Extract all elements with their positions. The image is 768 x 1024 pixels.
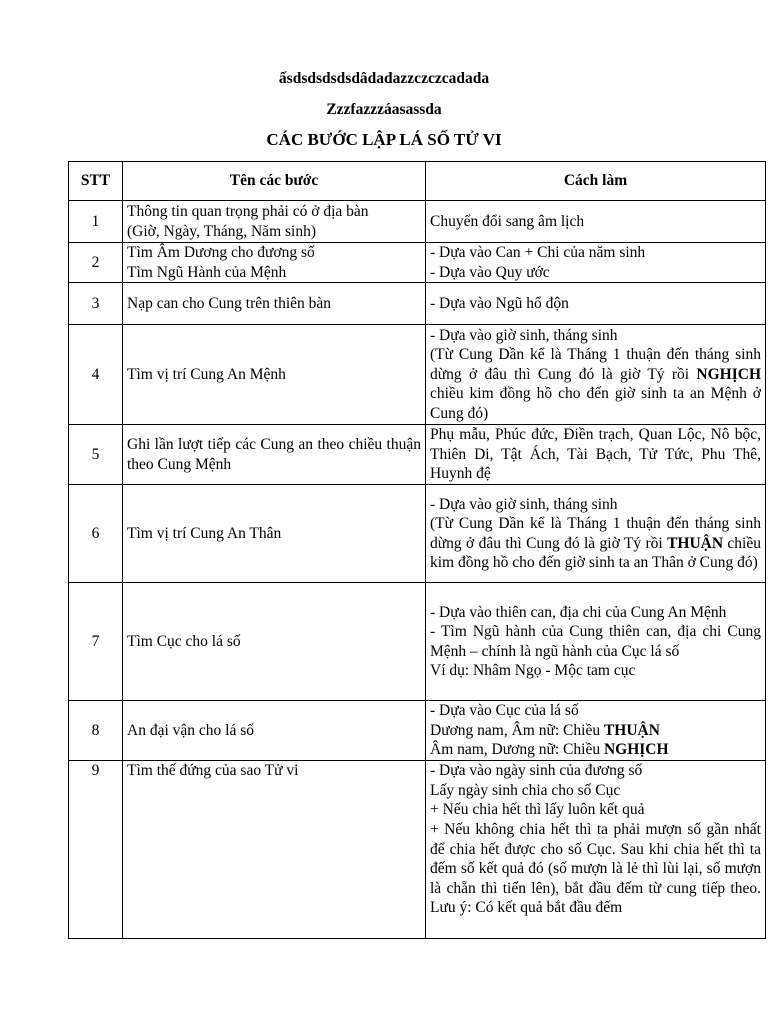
row-method [426, 701, 766, 761]
row-step: Tìm vị trí Cung An Mệnh [123, 325, 426, 425]
method-text [430, 515, 761, 571]
row-method: - Dựa vào Ngũ hổ độn [426, 283, 766, 325]
method-text-part: Dương nam, Âm nữ: Chiều [430, 721, 604, 739]
method-text-part: chiều kim đồng hồ cho đến giờ sinh ta an Thân ở Cung đó) [430, 534, 761, 572]
row-step: Tìm vị trí Cung An Thân [123, 485, 426, 583]
method-emphasis: THUẬN [603, 721, 660, 739]
header-stt: STT [69, 162, 123, 201]
row-step: Nạp can cho Cung trên thiên bàn [123, 283, 426, 325]
row-step: Tìm thế đứng của sao Tử vi [123, 761, 426, 939]
header-line-2: Zzzfazzzáasassda [326, 101, 442, 118]
row-stt: 3 [69, 283, 123, 325]
row-stt: 2 [69, 243, 123, 283]
table-row [69, 425, 766, 485]
row-stt: 8 [69, 701, 123, 761]
method-line: - Dựa vào giờ sinh, tháng sinh [430, 326, 618, 344]
header-method: Cách làm [426, 162, 766, 201]
row-stt: 4 [69, 325, 123, 425]
table-row [69, 761, 766, 939]
method-text [430, 346, 761, 422]
table-row [69, 325, 766, 425]
method-text-part: Âm nam, Dương nữ: Chiều [430, 741, 604, 759]
header-step-name: Tên các bước [123, 162, 426, 201]
method-emphasis: NGHỊCH [696, 365, 761, 383]
table-row [69, 201, 766, 243]
row-stt: 1 [69, 201, 123, 243]
method-text-part: chiều kim đồng hồ cho đến giờ sinh ta an Mệnh ở Cung đó) [430, 385, 761, 423]
method-line: - Dựa vào Cục của lá số [430, 702, 579, 720]
method-line: - Dựa vào ngày sinh của đương số [430, 762, 643, 780]
table-row [69, 283, 766, 325]
row-stt: 9 [69, 761, 123, 939]
method-line: - Dựa vào Quy ước [430, 263, 550, 281]
row-step [123, 201, 426, 243]
method-text: + Nếu không chia hết thì ta phải mượn số gần nhất để chia hết được cho số Cục. Sau khi chia hết thì ta đếm số kết quả đó (số mượn là lẻ thì lùi lại, số mượn là chẵn thì tiến lên), bắt đầu đếm từ cung tiếp theo. Lưu ý: Có kết quả bắt đầu đếm [430, 820, 761, 917]
row-step: Tìm Cục cho lá số [123, 583, 426, 701]
row-stt: 5 [69, 425, 123, 485]
method-text-part: (Từ Cung Dần kể là Tháng 1 thuận đến tháng sinh dừng ở đâu thì Cung đó là giờ Tý rồi [430, 346, 761, 383]
header-line-1: ấsdsdsdsdsdâdadazzczczcadada [278, 70, 490, 87]
method-emphasis: NGHỊCH [603, 741, 669, 759]
method-line [430, 740, 761, 760]
row-method [426, 325, 766, 425]
row-stt: 6 [69, 485, 123, 583]
method-line: - Tìm Ngũ hành của Cung thiên can, địa chi Cung Mệnh – chính là ngũ hành của Cục lá số [430, 623, 761, 660]
method-line: Ví dụ: Nhâm Ngọ - Mộc tam cục [430, 662, 636, 680]
method-line: + Nếu chia hết thì lấy luôn kết quả [430, 801, 645, 819]
document-title: CÁC BƯỚC LẬP LÁ SỐ TỬ VI [266, 130, 502, 149]
row-method [426, 761, 766, 939]
row-step: Ghi lần lượt tiếp các Cung an theo chiều thuận theo Cung Mệnh [123, 425, 426, 485]
table-row [69, 583, 766, 701]
table-row [69, 701, 766, 761]
method-line: - Dựa vào giờ sinh, tháng sinh [430, 495, 618, 513]
row-step: An đại vận cho lá số [123, 701, 426, 761]
method-text-part: (Từ Cung Dần kể là Tháng 1 thuận đến tháng sinh dừng ở đâu thì Cung đó là giờ Tý rồi [430, 515, 761, 552]
method-emphasis: THUẬN [667, 534, 724, 552]
row-method [426, 201, 766, 243]
steps-table [68, 161, 766, 939]
row-method [426, 583, 766, 701]
step-line: Tìm Âm Dương cho đương số [127, 244, 315, 261]
table-row [69, 485, 766, 583]
method-line: Chuyển đổi sang âm lịch [430, 212, 585, 230]
table-header-row [69, 162, 766, 201]
step-line: (Giờ, Ngày, Tháng, Năm sinh) [127, 222, 316, 240]
row-step [123, 243, 426, 283]
method-line: Lấy ngày sinh chia cho số Cục [430, 781, 621, 799]
method-line [430, 721, 761, 741]
step-line: Tìm Ngũ Hành của Mệnh [127, 263, 287, 281]
step-line: Thông tin quan trọng phải có ở địa bàn [127, 202, 369, 220]
row-stt: 7 [69, 583, 123, 701]
table-row [69, 243, 766, 283]
row-method: Phụ mẫu, Phúc đức, Điền trạch, Quan Lộc, Nô bộc, Thiên Di, Tật Ách, Tài Bạch, Tử Tức, Phu Thê, Huynh đệ [426, 425, 766, 485]
method-line: - Dựa vào Can + Chi của năm sinh [430, 244, 646, 261]
row-method [426, 243, 766, 283]
row-method [426, 485, 766, 583]
method-line: - Dựa vào thiên can, địa chi của Cung An Mệnh [430, 603, 727, 621]
